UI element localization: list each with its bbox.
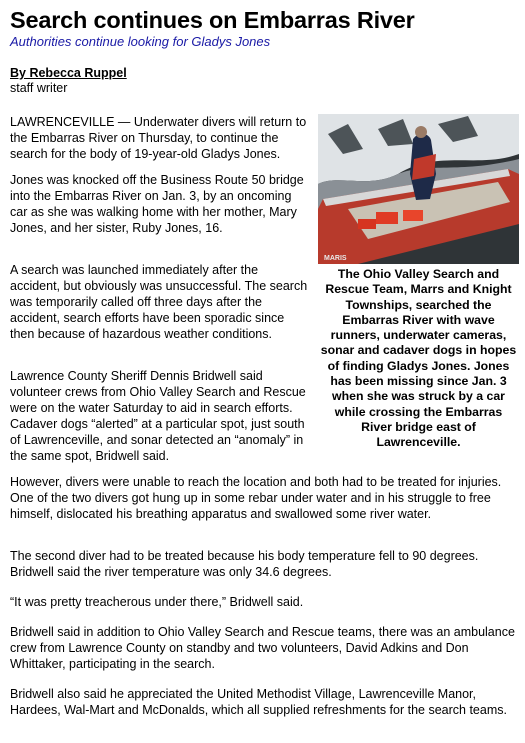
photo-caption: The Ohio Valley Search and Rescue Team, Marrs and Knight Townships, searched the Embarras River with wave runners, underwater cameras, sonar and cadaver dogs in hopes of finding Gladys Jones. Jones has been missing since Jan. 3 when she was struck by a car while crossing the Embarras River bridge east of Lawrenceville.	[320, 267, 517, 450]
byline-role: staff writer	[10, 81, 68, 95]
svg-text:MARIS: MARIS	[324, 255, 347, 262]
paragraph-9: Bridwell also said he appreciated the United Methodist Village, Lawrenceville Manor, Hardees, Wal-Mart and McDonalds, which all supplied refreshments for the search teams.	[10, 687, 507, 717]
paragraph-3: A search was launched immediately after the accident, but obviously was unsuccessful. The search was temporarily called off three days after the accident, search efforts have been sporadic since then because of hazardous weather conditions.	[10, 263, 308, 341]
paragraph-7: “It was pretty treacherous under there,” Bridwell said.	[10, 595, 304, 609]
byline-author: By Rebecca Ruppel	[10, 66, 127, 80]
paragraph-4: Lawrence County Sheriff Dennis Bridwell said volunteer crews from Ohio Valley Search and Rescue were on the water Saturday to aid in search efforts. Cadaver dogs “alerted” at a particular spot, just south of Lawrenceville, and sonar detected an “anomaly” in the same spot, Bridwell said.	[10, 369, 306, 463]
paragraph-6: The second diver had to be treated because his body temperature fell to 90 degrees. Bridwell said the river temperature was only 34.6 degrees.	[10, 549, 479, 579]
byline	[10, 66, 127, 96]
article-subhead: Authorities continue looking for Gladys Jones	[10, 34, 271, 49]
paragraph-8: Bridwell said in addition to Ohio Valley Search and Rescue teams, there was an ambulance crew from Lawrence County on standby and two volunteers, David Adkins and Don Whittaker, participating in the search.	[10, 625, 515, 671]
photo-figure	[318, 114, 519, 451]
article-headline: Search continues on Embarras River	[10, 7, 415, 33]
paragraph-1: LAWRENCEVILLE — Underwater divers will return to the Embarras River on Thursday, to continue the search for the body of 19-year-old Gladys Jones.	[10, 115, 307, 161]
paragraph-2: Jones was knocked off the Business Route 50 bridge into the Embarras River on Jan. 3, by an oncoming car as she was walking home with her mother, Mary Jones, and her sister, Ruby Jones, 16.	[10, 173, 304, 235]
paragraph-5: However, divers were unable to reach the location and both had to be treated for injuries. One of the two divers got hung up in some rebar under water and in his struggle to free himself, dislocated his breathing apparatus and swallowed some river water.	[10, 475, 502, 521]
rescue-boat-photo	[318, 114, 519, 264]
